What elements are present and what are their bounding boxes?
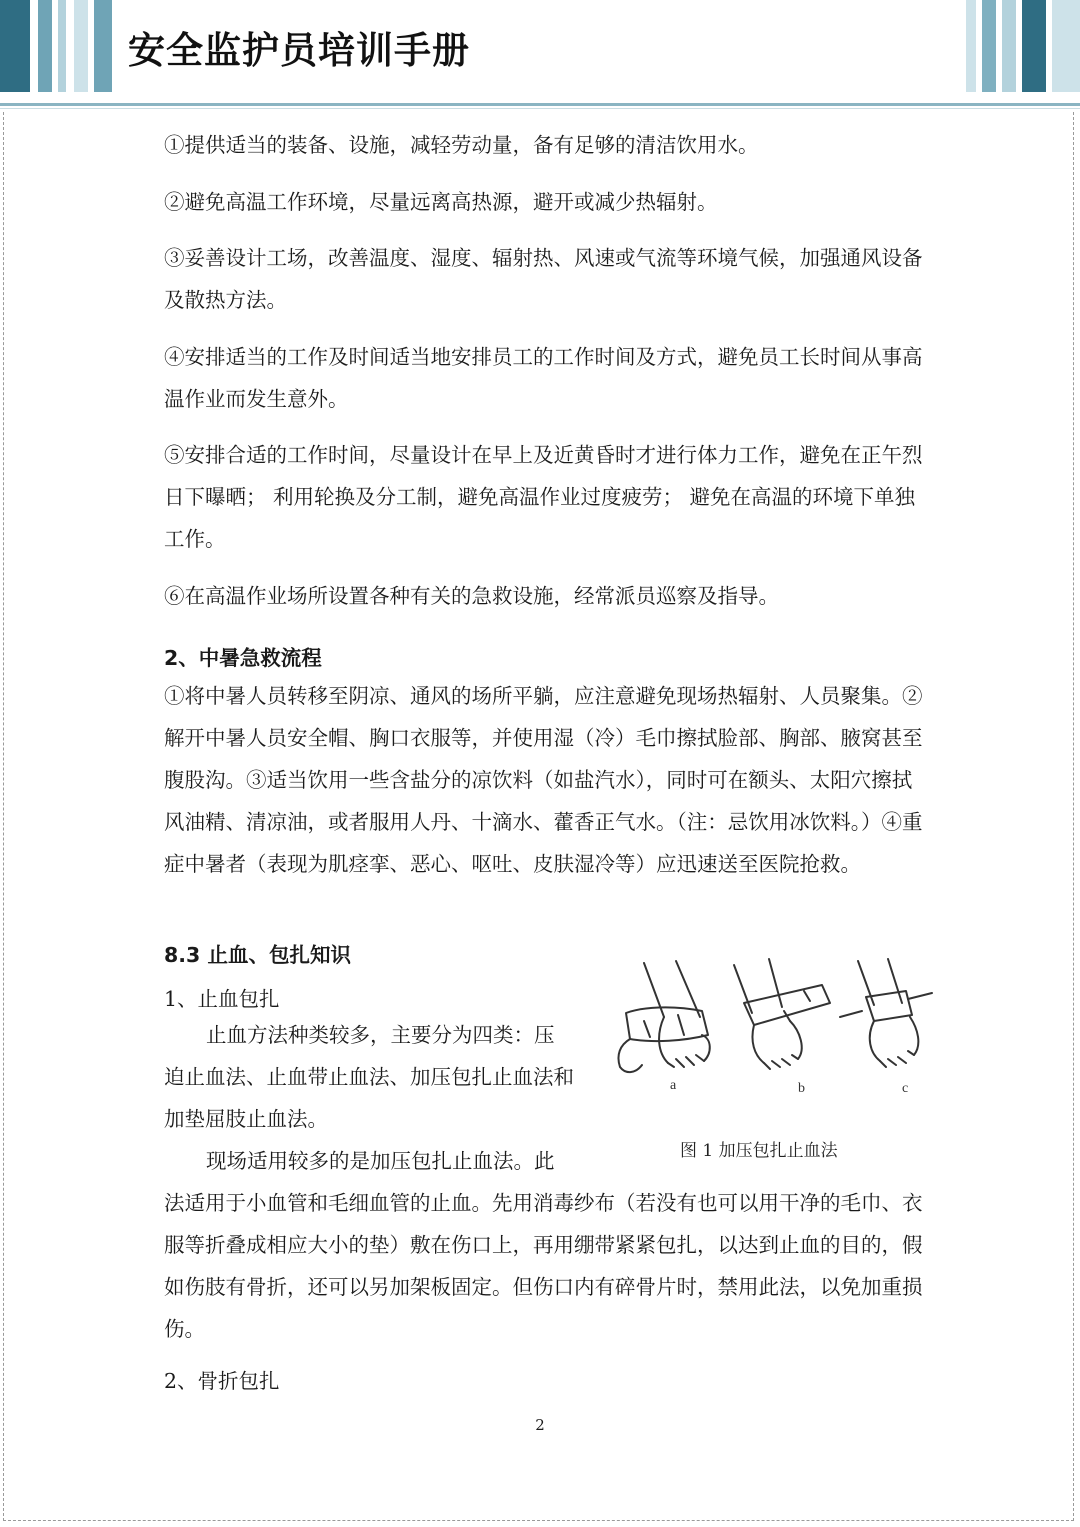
header-stripe [1002, 0, 1016, 92]
paragraph-prevent-3: ③妥善设计工场，改善温度、湿度、辐射热、风速或气流等环境气候，加强通风设备及散热方法。 [164, 246, 923, 312]
header-stripe [38, 0, 52, 92]
paragraph-prevent-5: ⑤安排合适的工作时间，尽量设计在早上及近黄昏时才进行体力工作，避免在正午烈日下曝晒； 利用轮换及分工制，避免高温作业过度疲劳； 避免在高温的环境下单独工作。 [164, 443, 923, 551]
header-rule [0, 108, 1080, 109]
paragraph-bleeding-detail: 法适用于小血管和毛细血管的止血。先用消毒纱布（若没有也可以用干净的毛巾、衣服等折叠成相应大小的垫）敷在伤口上，再用绷带紧紧包扎，以达到止血的目的，假如伤肢有骨折，还可以另加架板固定。但伤口内有碎骨片时，禁用此法，以免加重损伤。 [164, 1191, 923, 1341]
heading-section-8-3: 8.3 止血、包扎知识 [164, 943, 351, 967]
paragraph-prevent-4: ④安排适当的工作及时间适当地安排员工的工作时间及方式，避免员工长时间从事高温作业而发生意外。 [164, 345, 923, 411]
paragraph-prevent-1: ①提供适当的装备、设施，减轻劳动量，备有足够的清洁饮用水。 [164, 133, 759, 157]
figure-label-c: c [902, 1081, 909, 1096]
page-header [0, 0, 1080, 112]
heading-fracture: 2、骨折包扎 [164, 1369, 280, 1393]
heading-heatstroke: 2、中暑急救流程 [164, 646, 322, 670]
figure-label-a: a [670, 1078, 677, 1093]
header-stripe [58, 0, 66, 92]
heading-bleeding: 1、止血包扎 [164, 987, 280, 1011]
hand-a-drawing [618, 961, 709, 1072]
figure-caption: 图 1 加压包扎止血法 [680, 1141, 838, 1161]
header-stripe [966, 0, 976, 92]
header-stripe [1022, 0, 1046, 92]
header-stripe [982, 0, 996, 92]
document-title: 安全监护员培训手册 [128, 29, 470, 72]
paragraph-bleeding-common: 现场适用较多的是加压包扎止血法。此 [206, 1149, 555, 1173]
bandage-illustration [604, 955, 944, 1165]
header-stripe [1052, 0, 1080, 92]
hand-c-drawing [840, 959, 932, 1067]
paragraph-bleeding-methods: 止血方法种类较多，主要分为四类：压迫止血法、止血带止血法、加压包扎止血法和加垫屈肢止血法。 [164, 1023, 574, 1131]
header-rule [0, 103, 1080, 106]
figure-label-b: b [798, 1081, 805, 1096]
page-number: 2 [535, 1416, 545, 1434]
paragraph-first-aid: ①将中暑人员转移至阴凉、通风的场所平躺，应注意避免现场热辐射、人员聚集。②解开中暑人员安全帽、胸口衣服等，并使用湿（冷）毛巾擦拭脸部、胸部、腋窝甚至腹股沟。③适当饮用一些含盐分的凉饮料（如盐汽水），同时可在额头、太阳穴擦拭风油精、清凉油，或者服用人丹、十滴水、藿香正气水。（注：忌饮用冰饮料。）④重症中暑者（表现为肌痉挛、恶心、呕吐、皮肤湿冷等）应迅速送至医院抢救。 [164, 684, 923, 876]
paragraph-prevent-6: ⑥在高温作业场所设置各种有关的急救设施，经常派员巡察及指导。 [164, 584, 779, 608]
header-stripe [0, 0, 30, 92]
header-stripe [74, 0, 88, 92]
hand-b-drawing [734, 959, 830, 1069]
paragraph-prevent-2: ②避免高温工作环境，尽量远离高热源，避开或减少热辐射。 [164, 190, 718, 214]
header-stripe [94, 0, 112, 92]
